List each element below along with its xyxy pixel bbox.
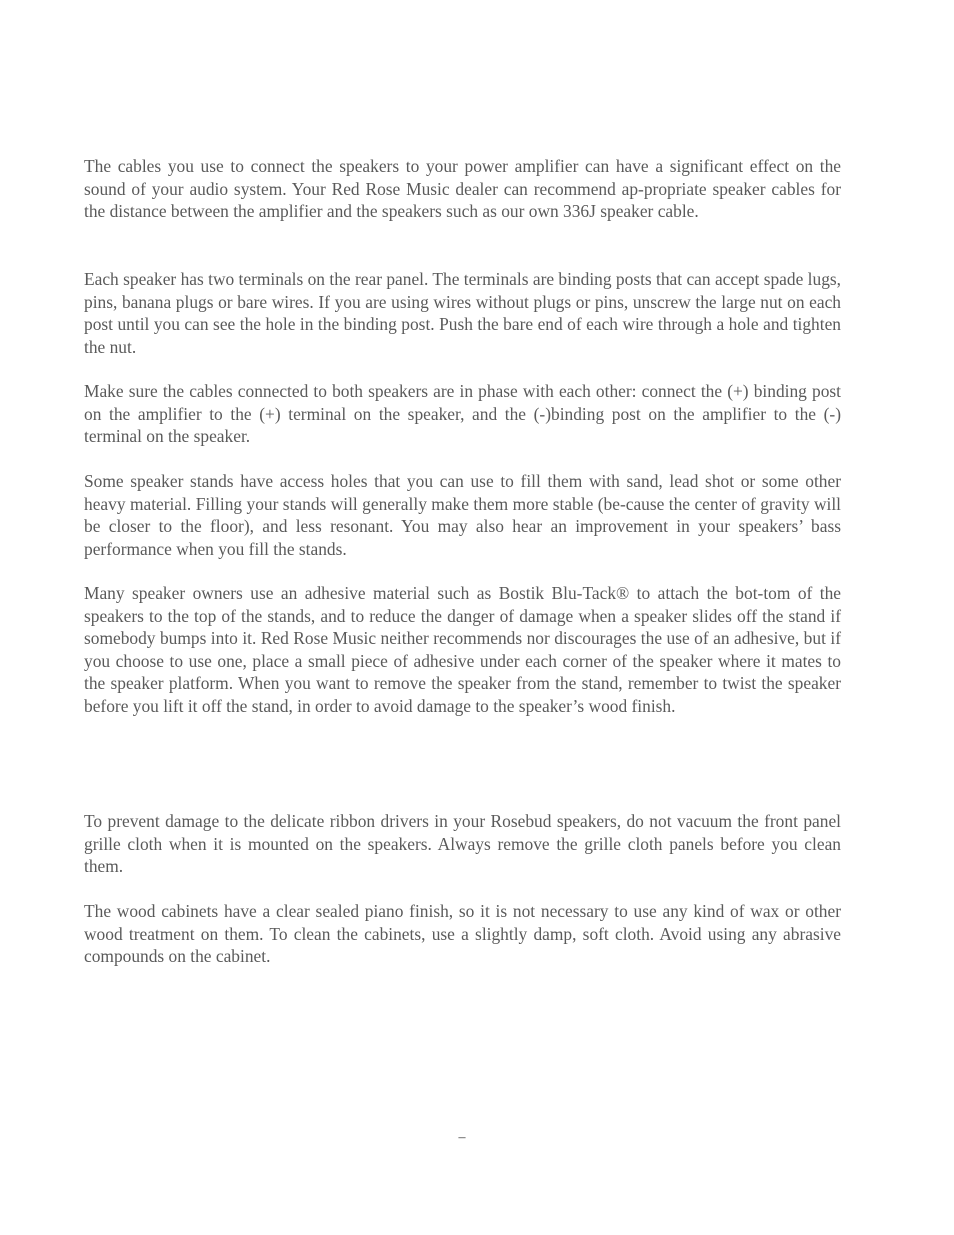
paragraph-stands-fill: Some speaker stands have access holes that you can use to fill them with sand, lead shot or some other heavy material. Filling your stands will generally make them more stable (be-cause the center of gravity will be closer to the floor), and less resonant. You may also hear an improvement in your speakers’ bass performance when you fill the stands. xyxy=(84,471,841,559)
paragraph-grille-cleaning: To prevent damage to the delicate ribbon drivers in your Rosebud speakers, do not vacuum the front panel grille cloth when it is mounted on the speakers. Always remove the grille cloth panels before you clean them. xyxy=(84,811,841,876)
paragraph-terminals: Each speaker has two terminals on the rear panel. The terminals are binding posts that can accept spade lugs, pins, banana plugs or bare wires. If you are using wires without plugs or pins, unscrew the large nut on each post until you can see the hole in the binding post. Push the bare end of each wire through a hole and tighten the nut. xyxy=(84,269,841,357)
paragraph-phase: Make sure the cables connected to both speakers are in phase with each other: connect the (+) binding post on the amplifier to the (+) terminal on the speaker, and the (-)binding post on the amplifier to the (-) terminal on the speaker. xyxy=(84,381,841,446)
paragraph-cabinet-care: The wood cabinets have a clear sealed piano finish, so it is not necessary to use any kind of wax or other wood treatment on them. To clean the cabinets, use a slightly damp, soft cloth. Avoid using any abrasive compounds on the cabinet. xyxy=(84,901,841,966)
paragraph-adhesive: Many speaker owners use an adhesive material such as Bostik Blu-Tack® to attach the bot-tom of the speakers to the top of the stands, and to reduce the danger of damage when a speaker slides off the stand if somebody bumps into it. Red Rose Music neither recommends nor discourages the use of an adhesive, but if you choose to use one, place a small piece of adhesive under each corner of the speaker where it mates to the speaker platform. When you want to remove the speaker from the stand, remember to twist the speaker before you lift it off the stand, in order to avoid damage to the speaker’s wood finish. xyxy=(84,583,841,716)
paragraph-speaker-cables: The cables you use to connect the speakers to your power amplifier can have a significant effect on the sound of your audio system. Your Red Rose Music dealer can recommend ap-propriate speaker cables for the distance between the amplifier and the speakers such as our own 336J speaker cable. xyxy=(84,156,841,221)
page-number: – xyxy=(458,1130,466,1145)
